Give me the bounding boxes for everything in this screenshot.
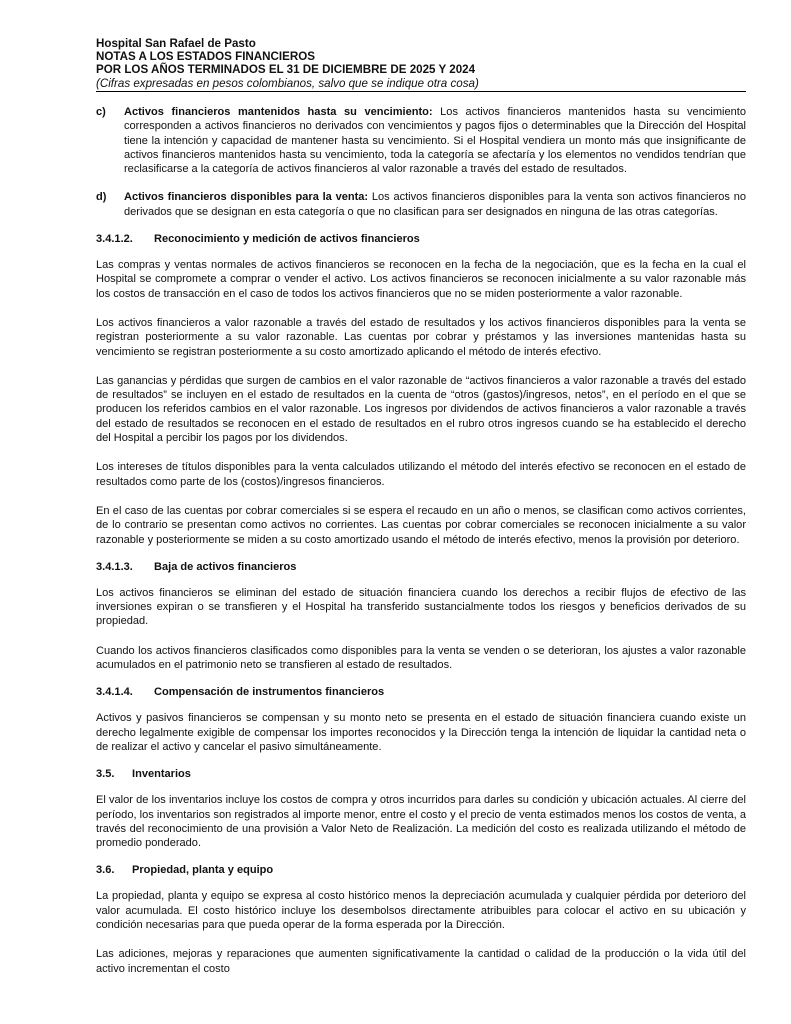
section-number: 3.4.1.4. [96,686,133,699]
section-heading-3412 [96,232,746,246]
page-header [96,37,746,92]
section-title: Inventarios [132,768,191,781]
paragraph: Activos y pasivos financieros se compensan y su monto neto se presenta en el estado de situación financiera cuando existe un derecho legalmente exigible de compensar los importes reconocidos y la Dirección tenga la intención de liquidar la cantidad neta o de realizar el activo y cancelar el pasivo simultáneamente. [96,712,746,753]
list-label: c) [96,106,106,118]
list-item-body: Los activos financieros mantenidos hasta su vencimiento corresponden a activos financieros no derivados con vencimientos y pagos fijos o determinables que la Dirección del Hospital tiene la intención y capacidad de mantener hasta su vencimiento. Si el Hospital vendiera un monto más que insignificante de activos financieros mantenidos hasta su vencimiento, toda la categoría se afectaría y los elementos no vendidos tendrían que reclasificarse a la categoría de activos financieros al valor razonable a través del estado de resultados. [124,106,746,176]
section-number: 3.6. [96,864,115,877]
hospital-name: Hospital San Rafael de Pasto [96,37,256,50]
list-text [124,190,746,219]
section-number: 3.4.1.3. [96,560,133,573]
section-heading-36 [96,863,746,877]
paragraph: Las adiciones, mejoras y reparaciones que aumenten significativamente la cantidad o calidad de la producción o la vida útil del activo incrementan el costo [96,948,746,975]
section-heading-3413 [96,560,746,574]
paragraph: La propiedad, planta y equipo se expresa al costo histórico menos la depreciación acumulada y cualquier pérdida por deterioro del valor acumulada. El costo histórico incluye los desembolsos directamente atribuibles para colocar el activo en su ubicación y condición necesarias para que pueda operar de la forma esperada por la Dirección. [96,890,746,931]
list-item-d [96,190,746,219]
paragraph: El valor de los inventarios incluye los costos de compra y otros incurridos para darles su condición y ubicación actuales. Al cierre del período, los inventarios son registrados al importe menor, entre el costo y el precio de venta estimados menos los costos de venta, a través del reconocimiento de una provisión a Valor Neto de Realización. La medición del costo es realizada utilizando el método de promedio ponderado. [96,794,746,850]
section-heading-35 [96,767,746,781]
list-item-title: Activos financieros disponibles para la venta: [124,191,369,204]
list-item-title: Activos financieros mantenidos hasta su vencimiento: [124,106,433,118]
paragraph: Las ganancias y pérdidas que surgen de cambios en el valor razonable de “activos financieros a valor razonable a través del estado de resultados” se incluyen en el estado de resultados en la cuenta de “otros (gastos)/ingresos, netos”, en el período en el que se producen los referidos cambios en el valor razonable. Los ingresos por dividendos de activos financieros a valor razonable a través del estado de resultados se reconocen en el estado de resultados en el rubro otros ingresos cuando se ha establecido el derecho del Hospital a percibir los pagos por los dividendos. [96,374,746,445]
paragraph: Las compras y ventas normales de activos financieros se reconocen en la fecha de la negociación, que es la fecha en la cual el Hospital se compromete a comprar o vender el activo. Los activos financieros se reconocen inicialmente a su valor razonable más los costos de transacción en el caso de todos los activos financieros que no se miden posteriormente a valor razonable. [96,259,746,300]
section-title: Compensación de instrumentos financieros [154,686,385,699]
section-number: 3.4.1.2. [96,233,133,246]
paragraph: Los activos financieros a valor razonable a través del estado de resultados y los activos financieros disponibles para la venta se registran posteriormente a su valor razonable. Las cuentas por cobrar y préstamos y las inversiones mantenidas hasta su vencimiento se registran posteriormente a su costo amortizado aplicando el método de interés efectivo. [96,316,746,358]
section-heading-3414 [96,685,746,699]
section-title: Reconocimiento y medición de activos financieros [154,233,420,246]
currency-note: (Cifras expresadas en pesos colombianos, salvo que se indique otra cosa) [96,76,479,90]
paragraph: Los intereses de títulos disponibles para la venta calculados utilizando el método del interés efectivo se reconocen en el estado de resultados como parte de los (costos)/ingresos financieros. [96,461,746,488]
list-text [124,105,746,176]
list-item-c [96,105,746,176]
paragraph: En el caso de las cuentas por cobrar comerciales si se espera el recaudo en un año o menos, se clasifican como activos corrientes, de lo contrario se presentan como activos no corrientes. Las cuentas por cobrar comerciales se reconocen inicialmente a su valor razonable y posteriormente se miden a su costo amortizado usando el método de interés efectivo, menos la provisión por deterioro. [96,504,746,546]
paragraph: Los activos financieros se eliminan del estado de situación financiera cuando los derechos a recibir flujos de efectivo de las inversiones expiran o se transfieren y el Hospital ha transferido sustancialmente todos los riesgos y beneficios derivados de su propiedad. [96,586,746,628]
section-title: Propiedad, planta y equipo [132,864,274,877]
paragraph: Cuando los activos financieros clasificados como disponibles para la venta se venden o se deterioran, los ajustes a valor razonable acumulados en el patrimonio neto se transfieren al estado de resultados. [96,644,746,672]
section-title: Baja de activos financieros [154,560,297,573]
list-item-body: Los activos financieros disponibles para la venta son activos financieros no derivados que se designan en esta categoría o que no clasifican para ser designados en ninguna de las otras categorías. [124,191,746,218]
notes-title: NOTAS A LOS ESTADOS FINANCIEROS [96,50,316,64]
section-number: 3.5. [96,768,115,781]
period-title: POR LOS AÑOS TERMINADOS EL 31 DE DICIEMBRE DE 2025 Y 2024 [96,63,476,77]
list-label: d) [96,191,107,204]
page-content [96,105,746,976]
